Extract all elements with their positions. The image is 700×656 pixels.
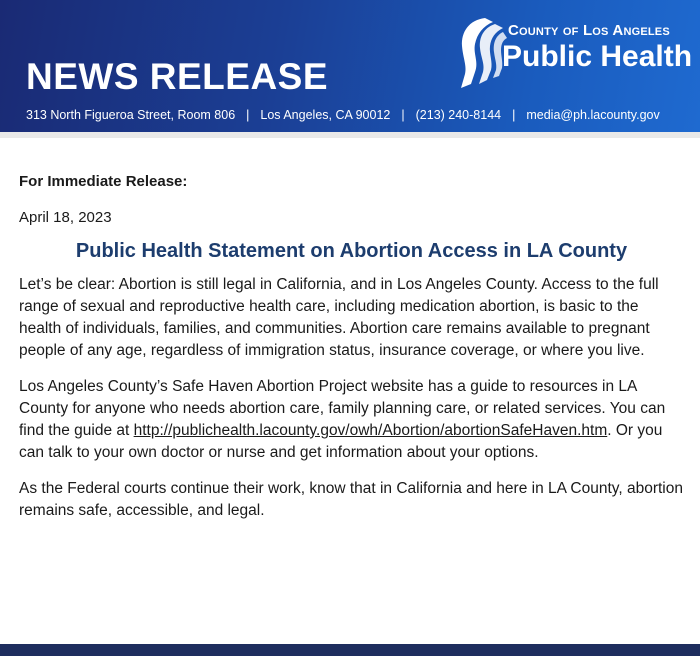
address-text: 313 North Figueroa Street, Room 806 [26,108,236,122]
release-date: April 18, 2023 [19,209,112,226]
city-text: Los Angeles, CA 90012 [260,108,391,122]
release-content [19,172,684,522]
paragraph-3: As the Federal courts continue their work, know that in California and here in LA County, abortion remains safe, accessible, and legal. [19,480,683,519]
public-health-logo [455,14,695,94]
header-banner [0,0,700,132]
profiles-icon [455,14,507,94]
logo-county-text: County of Los Angeles [508,22,670,39]
logo-public-health-text: Public Health [502,40,693,73]
immediate-release-label: For Immediate Release: [19,173,188,190]
header-divider [0,132,700,138]
release-headline: Public Health Statement on Abortion Access in LA County [75,240,628,262]
contact-line: 313 North Figueroa Street, Room 806 | Los Angeles, CA 90012 | (213) 240-8144 | media@ph.lacounty.gov [26,108,660,122]
paragraph-2 [19,376,684,464]
news-release-title: NEWS RELEASE [26,56,329,97]
phone-text: (213) 240-8144 [415,108,502,122]
safe-haven-link[interactable]: http://publichealth.lacounty.gov/owh/Abortion/abortionSafeHaven.htm [133,422,608,439]
email-link[interactable]: media@ph.lacounty.gov [526,108,660,122]
paragraph-1: Let’s be clear: Abortion is still legal in California, and in Los Angeles County. Access to the full range of sexual and reproductive health care, including medication abortion, is basic to the health of individuals, families, and communities. Abortion care remains available to pregnant people of any age, regardless of immigration status, insurance coverage, or where you live. [19,276,659,359]
footer-bar [0,644,700,656]
paragraph-2-text-end: . Or you can talk to your own doctor or nurse and get information about your options. [19,422,663,461]
paragraph-2-text: Los Angeles County’s Safe Haven Abortion Project website has a guide to resources in LA County for anyone who needs abortion care, family planning care, or related services. You can find the guide at [19,378,666,439]
